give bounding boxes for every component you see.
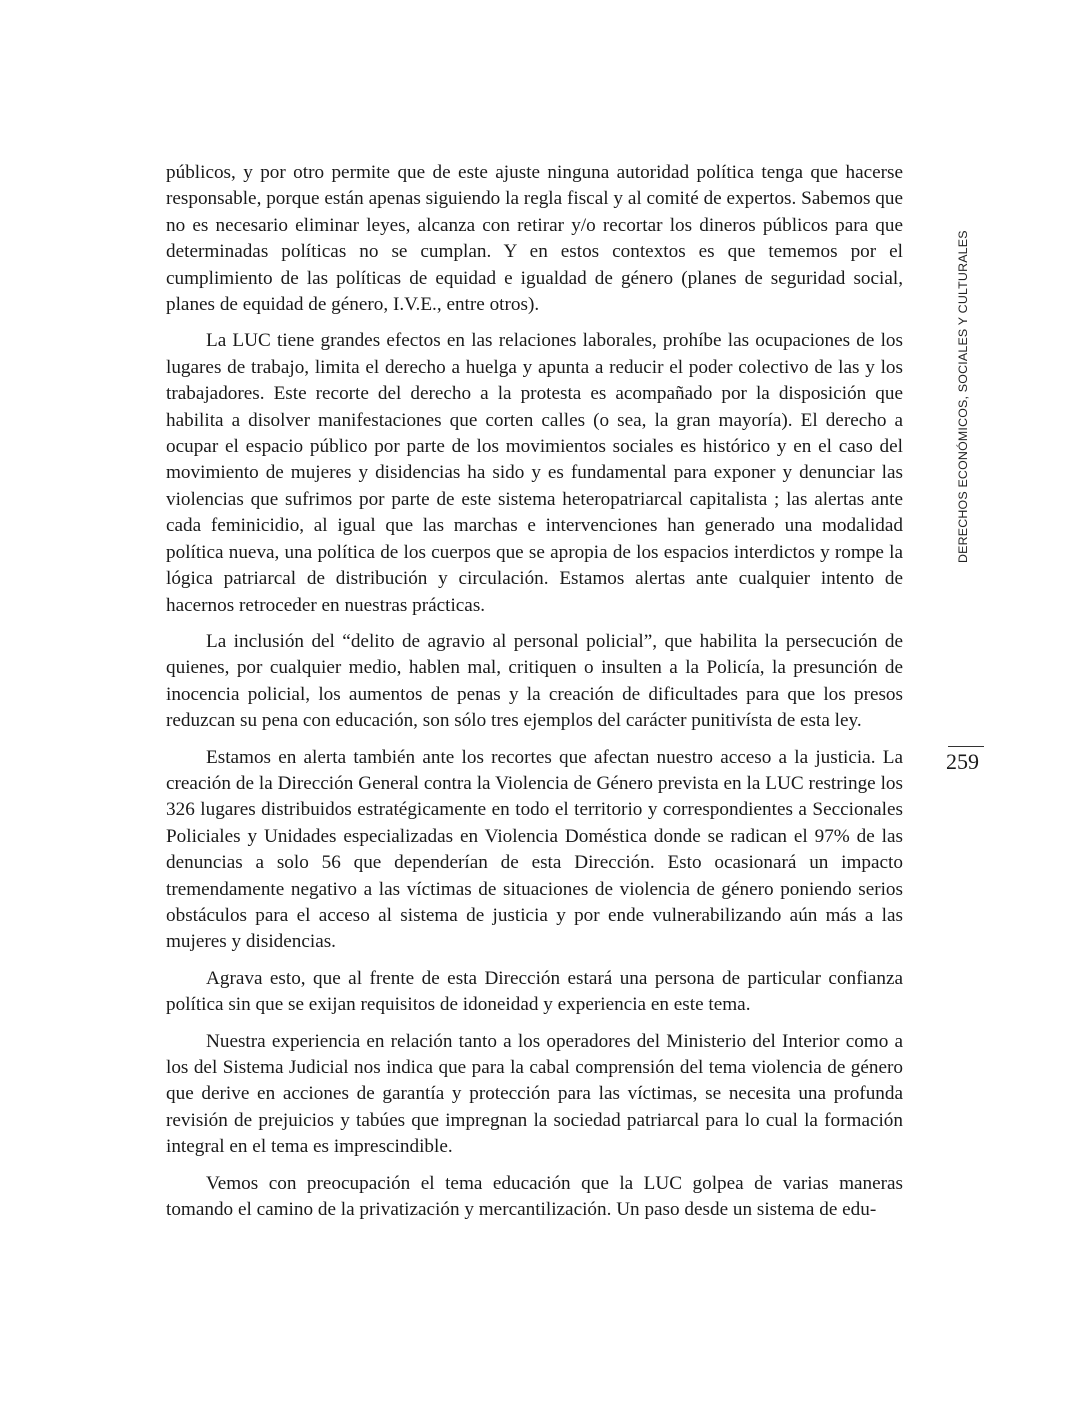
paragraph-7: Vemos con preocupación el tema educación que la LUC golpea de varias maneras tomando el camino de la privatización y mercantilización. Un paso desde un sistema de edu- [166,1172,903,1221]
body-text [166,160,903,1233]
paragraph-2: La LUC tiene grandes efectos en las relaciones laborales, prohíbe las ocupaciones de los lugares de trabajo, limita el derecho a huelga y apunta a reducir el poder colectivo de las y los trabajadores. Este recorte del derecho a la protesta es acompañado por la disposición que habilita a disolver manifestaciones que corten calles (o sea, la gran mayoría). El derecho a ocupar el espacio público por parte de los movimientos sociales es histórico y en el caso del movimiento de mujeres y disidencias ha sido y es fundamental para exponer y denunciar las violencias que sufrimos por parte de este sistema heteropatriarcal capitalista ; las alertas ante cada feminicidio, al igual que las marchas e intervenciones han generado una modalidad política nueva, una política de los cuerpos que se apropia de los espacios interdictos y rompe la lógica patriarcal de distribución y circulación. Estamos alertas ante cualquier intento de hacernos retroceder en nuestras prácticas. [166,330,903,616]
running-header: DERECHOS ECONÓMICOS, SOCIALES Y CULTURALES [956,230,970,563]
page-number: 259 [946,749,979,774]
paragraph-3: La inclusión del “delito de agravio al personal policial”, que habilita la persecución de quienes, por cualquier medio, hablen mal, critiquen o insulten a la Policía, la presunción de inocencia policial, los aumentos de penas y la creación de dificultades para que los presos reduzcan su pena con educación, son sólo tres ejemplos del carácter punitivísta de esta ley. [166,630,903,732]
paragraph-5: Agrava esto, que al frente de esta Dirección estará una persona de particular confianza política sin que se exijan requisitos de idoneidad y experiencia en este tema. [166,967,903,1016]
paragraph-4: Estamos en alerta también ante los recortes que afectan nuestro acceso a la justicia. La creación de la Dirección General contra la Violencia de Género prevista en la LUC restringe los 326 lugares distribuidos estratégicamente en todo el territorio y correspondientes a Seccionales Policiales y Unidades especializadas en Violencia Doméstica donde se radican el 97% de las denuncias a solo 56 que dependerían de esta Dirección. Esto ocasionará un impacto tremendamente negativo a las víctimas de situaciones de violencia de género poniendo serios obstáculos para el acceso al sistema de justicia y por ende vulnerabilizando aún más a las mujeres y disidencias. [166,746,903,953]
paragraph-6: Nuestra experiencia en relación tanto a los operadores del Ministerio del Interior como a los del Sistema Judicial nos indica que para la cabal comprensión del tema violencia de género que derive en acciones de garantía y protección para las víctimas, se necesita una profunda revisión de prejuicios y tabúes que impregnan la sociedad patriarcal para lo cual la formación integral en el tema es imprescindible. [166,1030,903,1158]
page-number-rule [948,746,984,747]
paragraph-1: públicos, y por otro permite que de este ajuste ninguna autoridad política tenga que hacerse responsable, porque están apenas siguiendo la regla fiscal y al comité de expertos. Sabemos que no es necesario eliminar leyes, alcanza con retirar y/o recortar los dineros públicos para que determinadas políticas no se cumplan. Y en estos contextos es que tememos por el cumplimiento de las políticas de equidad e igualdad de género (planes de seguridad social, planes de equidad de género, I.V.E., entre otros). [166,162,903,316]
